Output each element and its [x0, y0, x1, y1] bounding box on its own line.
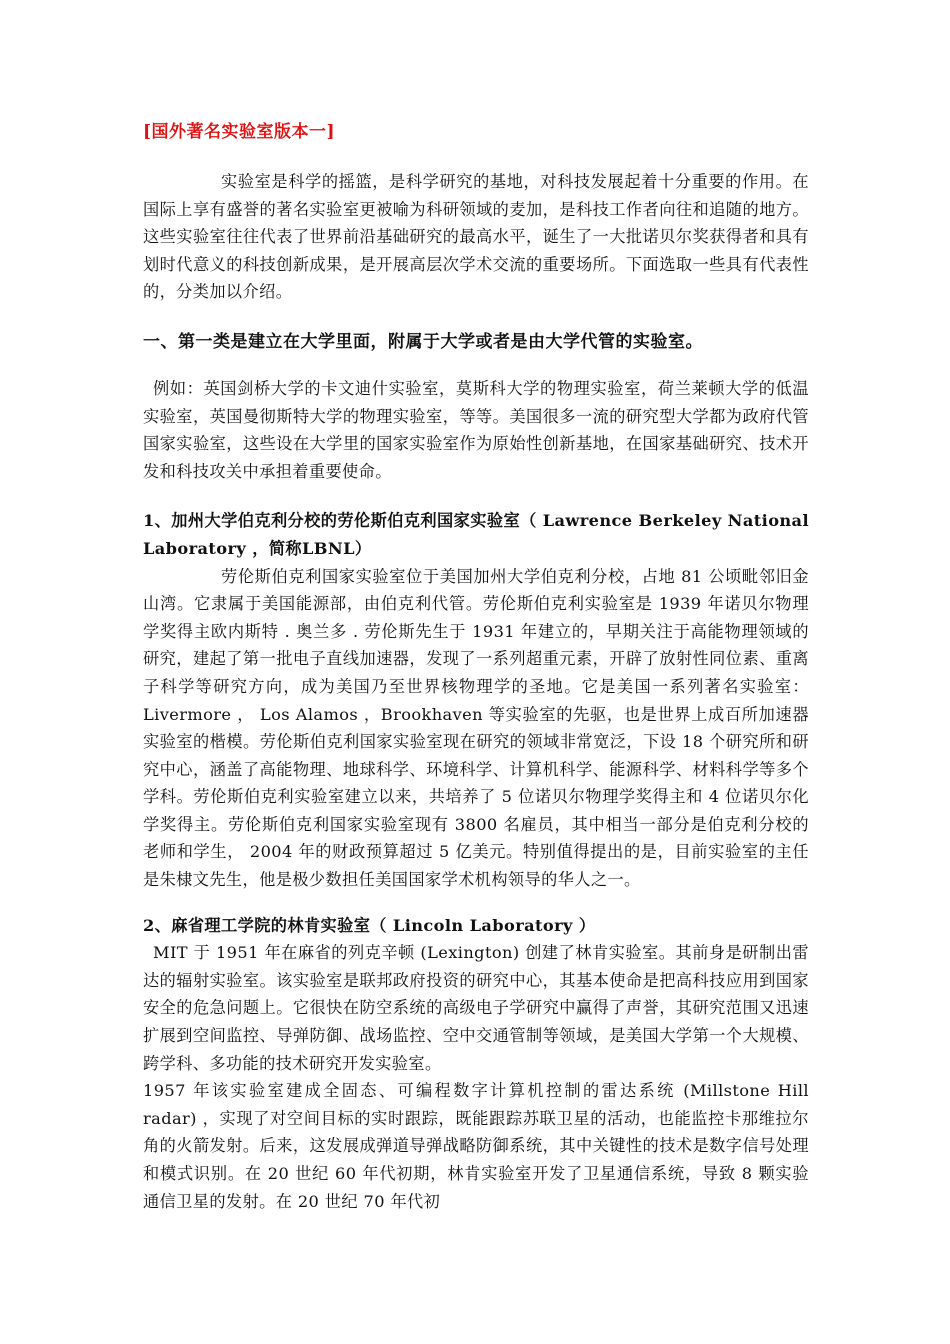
lab-body-lincoln-2: 1957 年该实验室建成全固态、可编程数字计算机控制的雷达系统 (Millstone Hill radar) ，实现了对空间目标的实时跟踪，既能跟踪苏联卫星的活动，也能监控卡那维拉尔角的火箭发射。后来，这发展成弹道导弹战略防御系统，其中关键性的技术是数字信号处理和模式识别。在 20 世纪 60 年代初期，林肯实验室开发了卫星通信系统，导致 8 颗实验通信卫星的发射。在 20 世纪 70 年代初 — [143, 1081, 809, 1211]
intro-paragraph: 实验室是科学的摇篮，是科学研究的基地，对科技发展起着十分重要的作用。在国际上享有盛誉的著名实验室更被喻为科研领域的麦加，是科技工作者向往和追随的地方。这些实验室往往代表了世界前沿基础研究的最高水平，诞生了一大批诺贝尔奖获得者和具有划时代意义的科技创新成果，是开展高层次学术交流的重要场所。下面选取一些具有代表性的，分类加以介绍。 — [143, 172, 809, 302]
lab-body-lincoln-1: MIT 于 1951 年在麻省的列克辛顿 (Lexington) 创建了林肯实验室。其前身是研制出雷达的辐射实验室。该实验室是联邦政府投资的研究中心，其基本使命是把高科技应用到国家安全的危急问题上。它很快在防空系统的高级电子学研究中赢得了声誉，其研究范围又迅速扩展到空间监控、导弹防御、战场监控、空中交通管制等领域，是美国大学第一个大规模、跨学科、多功能的技术研究开发实验室。 — [143, 943, 809, 1073]
document-title: [国外著名实验室版本一] — [143, 122, 336, 142]
section-heading-1: 一、第一类是建立在大学里面，附属于大学或者是由大学代管的实验室。 — [143, 331, 703, 352]
lab-heading-lincoln: 2、麻省理工学院的林肯实验室（ Lincoln Laboratory ） — [143, 915, 596, 935]
lab-heading-lbnl: 1、加州大学伯克利分校的劳伦斯伯克利国家实验室（ Lawrence Berkeley National Laboratory ，简称LBNL） — [143, 511, 809, 558]
example-paragraph: 例如：英国剑桥大学的卡文迪什实验室，莫斯科大学的物理实验室，荷兰莱顿大学的低温实验室，英国曼彻斯特大学的物理实验室，等等。美国很多一流的研究型大学都为政府代管国家实验室，这些设在大学里的国家实验室作为原始性创新基地，在国家基础研究、技术开发和科技攻关中承担着重要使命。 — [143, 378, 809, 481]
lab-body-lbnl: 劳伦斯伯克利国家实验室位于美国加州大学伯克利分校，占地 81 公顷毗邻旧金山湾。它隶属于美国能源部，由伯克利代管。劳伦斯伯克利实验室是 1939 年诺贝尔物理学奖得主欧内斯特 . 奥兰多 . 劳伦斯先生于 1931 年建立的，早期关注于高能物理领域的研究，建起了第一批电子直线加速器，发现了一系列超重元素，开辟了放射性同位素、重离子科学等研究方向，成为美国乃至世界核物理学的圣地。它是美国一系列著名实验室： Livermore ， Los Alamos ，Brookhaven 等实验室的先驱，也是世界上成百所加速器实验室的楷模。劳伦斯伯克利国家实验室现在研究的领域非常宽泛，下设 18 个研究所和研究中心，涵盖了高能物理、地球科学、环境科学、计算机科学、能源科学、材料科学等多个学科。劳伦斯伯克利实验室建立以来，共培养了 5 位诺贝尔物理学奖得主和 4 位诺贝尔化学奖得主。劳伦斯伯克利国家实验室现有 3800 名雇员，其中相当一部分是伯克利分校的老师和学生， 2004 年的财政预算超过 5 亿美元。特别值得提出的是，目前实验室的主任是朱棣文先生，他是极少数担任美国国家学术机构领导的华人之一。 — [143, 566, 809, 890]
document-page — [143, 118, 809, 1215]
